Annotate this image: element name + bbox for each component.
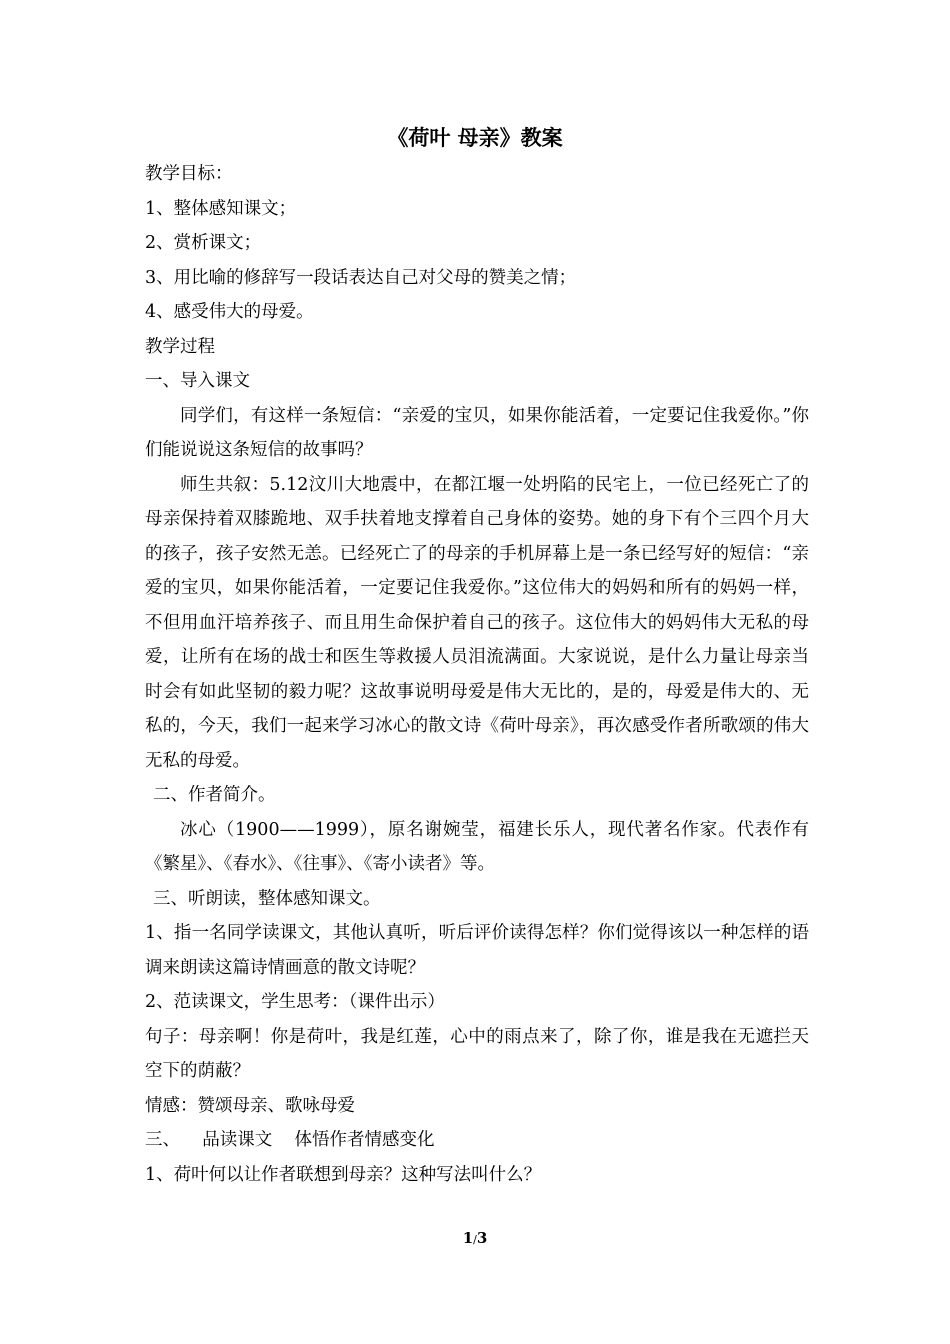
section-heading: 三、听朗读，整体感知课文。 [153,888,381,909]
section-heading: 三、 品读课文 体悟作者情感变化 [145,1130,435,1150]
objective-item: 4、感受伟大的母爱。 [145,302,314,322]
objective-item: 3、用比喻的修辞写一段话表达自己对父母的赞美之情； [145,267,577,288]
task-item: 2、范读课文，学生思考：（课件出示） [145,992,445,1012]
author-paragraph: 冰心（1900——1999），原名谢婉莹，福建长乐人，现代著名作家。代表作有《繁星》、《春水》、《往事》、《寄小读者》等。 [145,819,809,874]
objective-item: 2、赏析课文； [145,233,262,253]
page-separator: / [473,1233,477,1246]
page-total: 3 [476,1229,488,1247]
document-body [145,157,809,1192]
document-title: 《荷叶 母亲》教案 [387,125,563,150]
objective-item: 1、整体感知课文； [145,198,297,219]
emotion-note: 情感：赞颂母亲、歌咏母爱 [145,1095,355,1116]
objectives-heading: 教学目标： [145,164,233,184]
story-paragraph: 师生共叙：5.12汶川大地震中，在都江堰一处坍陷的民宅上，一位已经死亡了的母亲保持着双膝跪地、双手扶着地支撑着自己身体的姿势。她的身下有个三四个月大的孩子，孩子安然无恙。已经死亡了的母亲的手机屏幕上是一条已经写好的短信：“亲爱的宝贝，如果你能活着，一定要记住我爱你。”这位伟大的妈妈和所有的妈妈一样，不但用血汗培养孩子、而且用生命保护着自己的孩子。这位伟大的妈妈伟大无私的母爱，让所有在场的战士和医生等救援人员泪流满面。大家说说，是什么力量让母亲当时会有如此坚韧的毅力呢？这故事说明母爱是伟大无比的，是的，母爱是伟大的、无私的，今天，我们一起来学习冰心的散文诗《荷叶母亲》，再次感受作者所歌颂的伟大无私的母爱。 [145,474,809,771]
section-heading: 二、作者简介。 [153,785,276,805]
intro-paragraph: 同学们，有这样一条短信：“亲爱的宝贝，如果你能活着，一定要记住我爱你。”你们能说说这条短信的故事吗？ [145,405,809,460]
sentence-quote: 句子：母亲啊！你是荷叶，我是红莲，心中的雨点来了，除了你，谁是我在无遮拦天空下的荫蔽？ [145,1026,809,1081]
page-number [0,1227,950,1251]
process-heading: 教学过程 [145,336,215,357]
section-heading: 一、导入课文 [145,371,250,391]
task-item: 1、荷叶何以让作者联想到母亲？这种写法叫什么？ [145,1164,542,1185]
page-current: 1 [462,1229,474,1247]
task-item: 1、指一名同学读课文，其他认真听，听后评价读得怎样？你们觉得该以一种怎样的语调来朗读这篇诗情画意的散文诗呢？ [145,923,809,978]
